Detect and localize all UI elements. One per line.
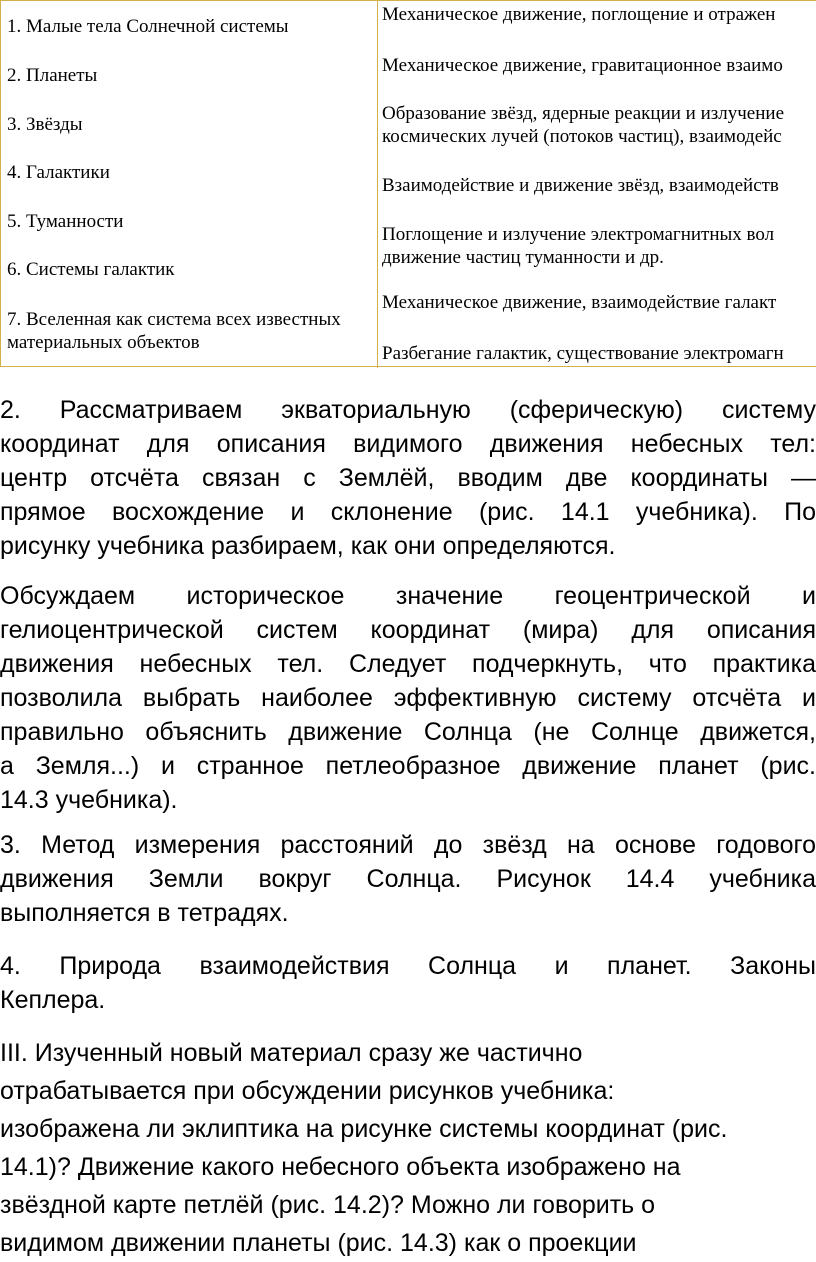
text-line: изображена ли эклиптика на рисунке системы координат (рис. xyxy=(0,1115,728,1143)
table-cell-process: космических лучей (потоков частиц), взаимодейс xyxy=(382,126,782,147)
text-line: видимом движении планеты (рис. 14.3) как о проекции xyxy=(0,1229,637,1257)
paragraph xyxy=(0,393,816,563)
table-cell-object: 2. Планеты xyxy=(7,65,98,86)
table-cell-object: 6. Системы галактик xyxy=(7,259,175,280)
text-line: III. Изученный новый материал сразу же частично xyxy=(0,1039,583,1067)
text-line: 3. Метод измерения расстояний до звёзд на основе годового xyxy=(0,831,816,859)
table-cell-process: Механическое движение, поглощение и отражен xyxy=(382,4,776,25)
table-cell-process: Механическое движение, взаимодействие галакт xyxy=(382,292,777,313)
table-cell-process: Образование звёзд, ядерные реакции и излучение xyxy=(382,103,784,124)
paragraph-final xyxy=(0,1034,816,1262)
text-line: отрабатывается при обсуждении рисунков учебника: xyxy=(0,1077,615,1105)
table-cell-object: 1. Малые тела Солнечной системы xyxy=(7,16,289,37)
table-grid xyxy=(0,0,816,367)
text-line: Обсуждаем историческое значение геоцентрической и xyxy=(0,582,816,610)
table-cell-process: Разбегание галактик, существование электромагн xyxy=(382,343,784,364)
text-line: движения небесных тел. Следует подчеркнуть, что практика xyxy=(0,650,816,678)
text-line: позволила выбрать наиболее эффективную систему отсчёта и xyxy=(0,684,816,712)
table-cell-object: материальных объектов xyxy=(7,332,200,353)
table-cell-process: Взаимодействие и движение звёзд, взаимодейств xyxy=(382,175,779,196)
comparison-table xyxy=(0,0,816,368)
text-line: гелиоцентрической систем координат (мира) для описания xyxy=(0,616,816,644)
text-line: 4. Природа взаимодействия Солнца и планет. Законы xyxy=(0,952,816,980)
text-line: правильно объяснить движение Солнца (не Солнце движется, xyxy=(0,718,816,746)
text-line: 14.3 учебника). xyxy=(0,786,178,814)
text-line: звёздной карте петлёй (рис. 14.2)? Можно ли говорить о xyxy=(0,1191,656,1219)
table-cell-process: движение частиц туманности и др. xyxy=(382,247,664,268)
table-cell-object: 4. Галактики xyxy=(7,162,110,183)
text-line: 14.1)? Движение какого небесного объекта изображено на xyxy=(0,1153,681,1181)
table-cell-process: Поглощение и излучение электромагнитных вол xyxy=(382,224,775,245)
text-line: рисунку учебника разбираем, как они определяются. xyxy=(0,532,616,560)
paragraph xyxy=(0,579,816,817)
text-line: Кеплера. xyxy=(0,986,106,1014)
table-cell-object: 7. Вселенная как система всех известных xyxy=(7,309,341,330)
paragraph xyxy=(0,949,816,1017)
table-cell-object: 3. Звёзды xyxy=(7,114,83,135)
paragraph xyxy=(0,828,816,930)
text-line: прямое восхождение и склонение (рис. 14.1 учебника). По xyxy=(0,498,816,526)
text-line: движения Земли вокруг Солнца. Рисунок 14.4 учебника xyxy=(0,865,816,893)
table-cell-process: Механическое движение, гравитационное взаимо xyxy=(382,55,783,76)
column-divider xyxy=(377,1,378,368)
text-line: координат для описания видимого движения небесных тел: xyxy=(0,430,816,458)
text-line: выполняется в тетрадях. xyxy=(0,899,289,927)
table-cell-object: 5. Туманности xyxy=(7,211,124,232)
text-line: 2. Рассматриваем экваториальную (сферическую) систему xyxy=(0,396,816,424)
text-line: а Земля...) и странное петлеобразное движение планет (рис. xyxy=(0,752,816,780)
text-line: центр отсчёта связан с Землёй, вводим две координаты — xyxy=(0,464,816,492)
